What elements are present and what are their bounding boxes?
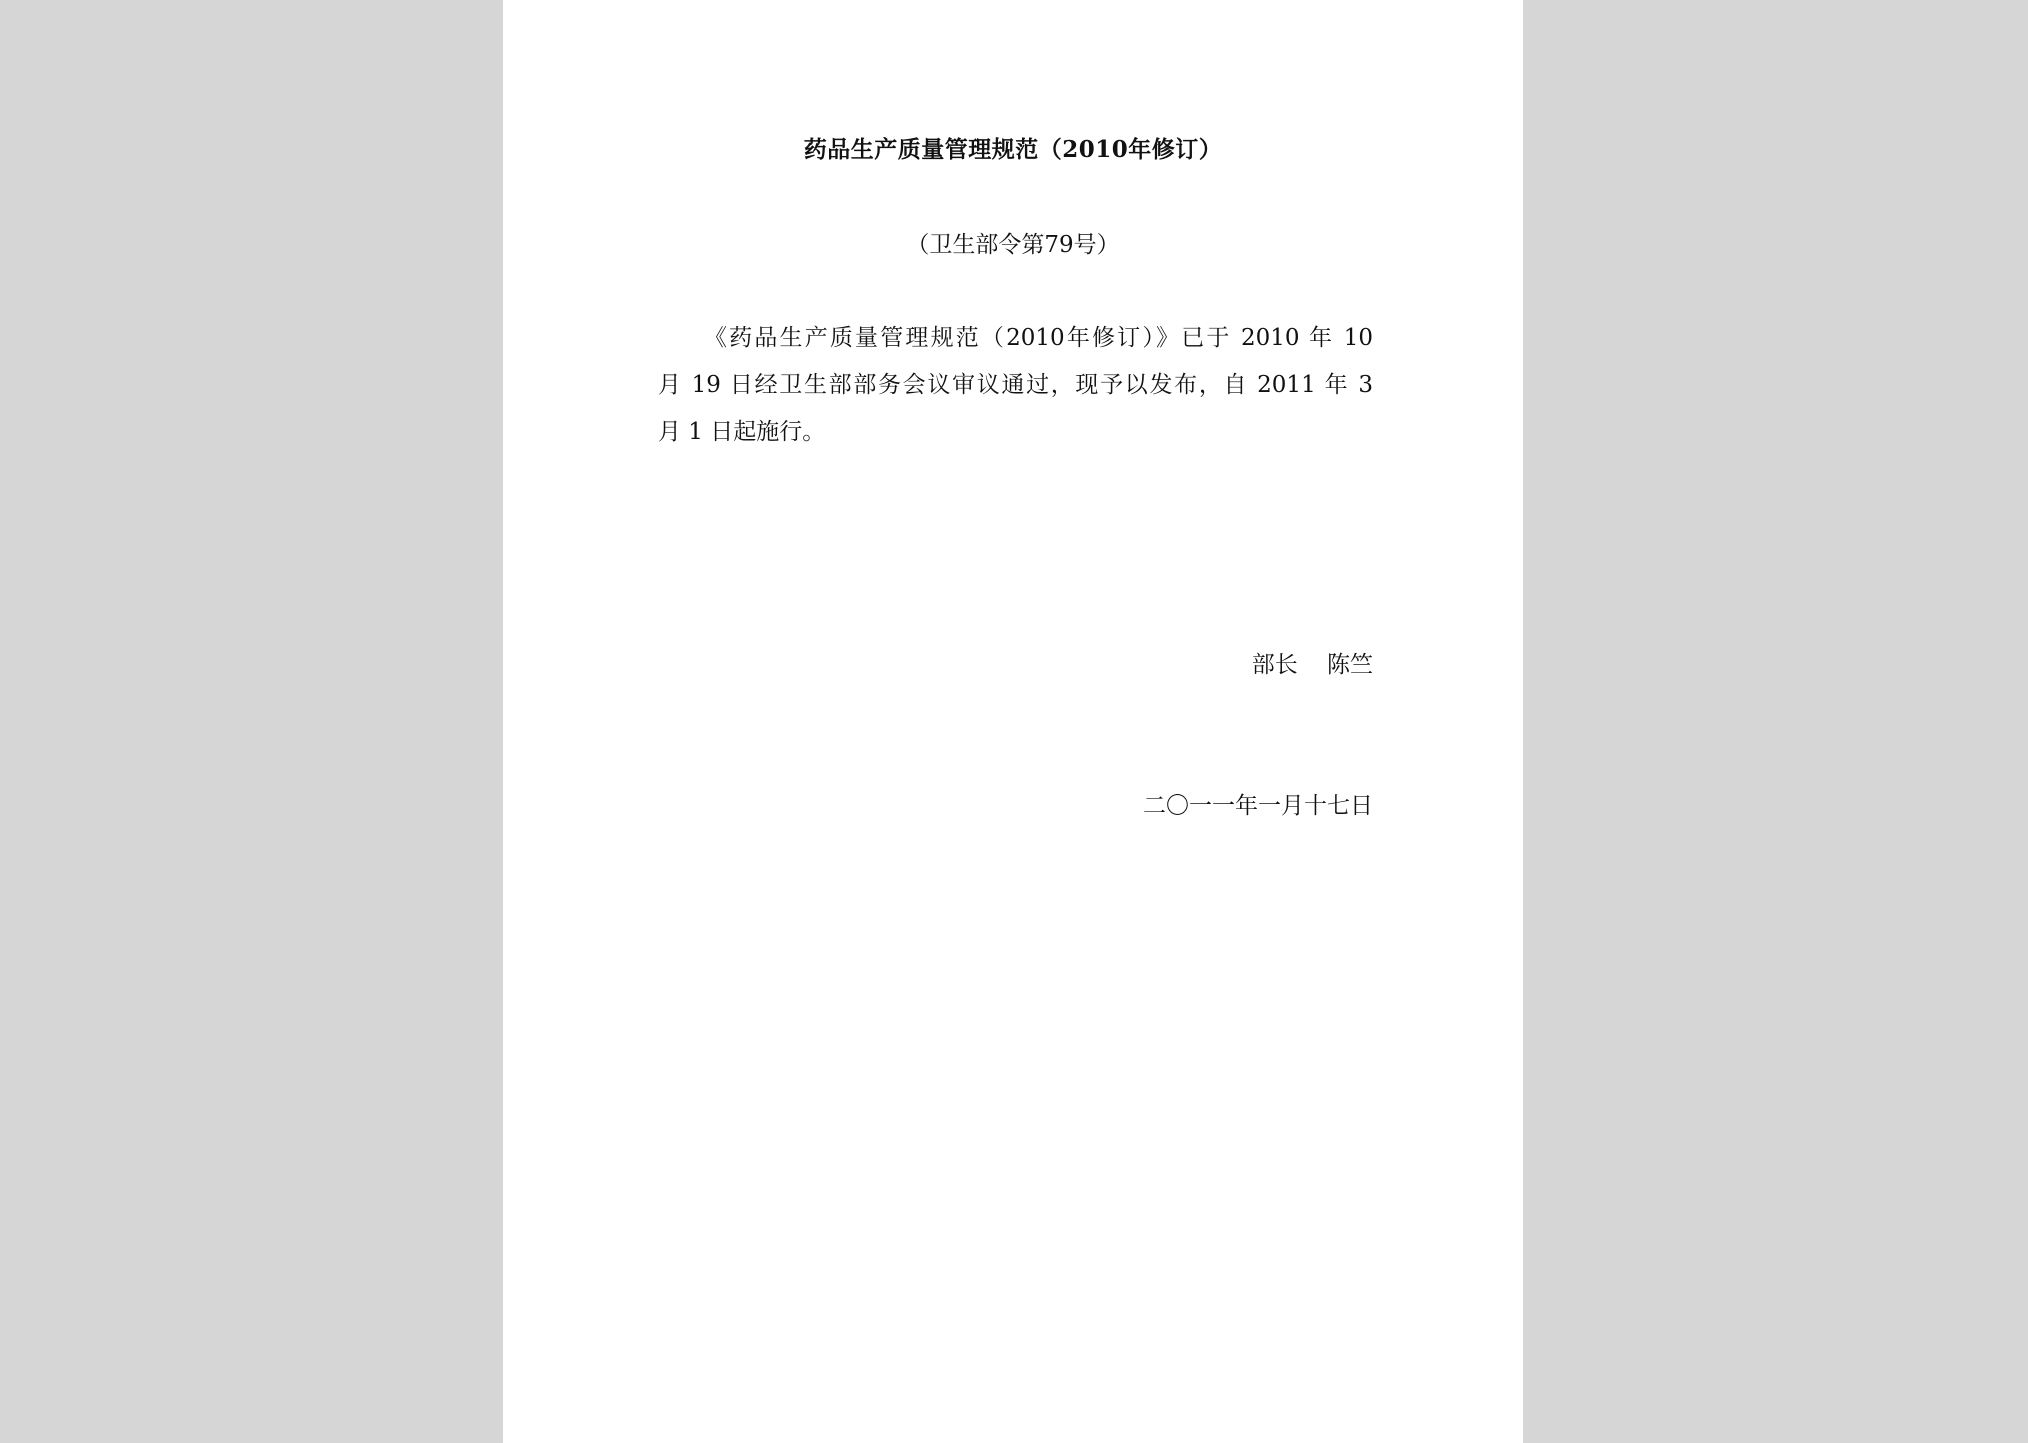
document-title: 药品生产质量管理规范（2010年修订）: [803, 136, 1223, 163]
body-line-3: 月 1 日起施行。: [658, 419, 826, 445]
body-line-1: 《药品生产质量管理规范（2010年修订）》已于 2010 年 10: [704, 325, 1373, 351]
signatory: 部长 陈竺: [1251, 652, 1373, 678]
signature-block: [1143, 548, 1373, 924]
document-page: [503, 0, 1523, 1443]
body-line-2: 月 19 日经卫生部部务会议审议通过，现予以发布，自 2011 年 3: [658, 372, 1373, 398]
signature-date: 二〇一一年一月十七日: [1143, 793, 1373, 819]
document-body: [658, 315, 1373, 456]
order-number: （卫生部令第79号）: [906, 232, 1120, 258]
